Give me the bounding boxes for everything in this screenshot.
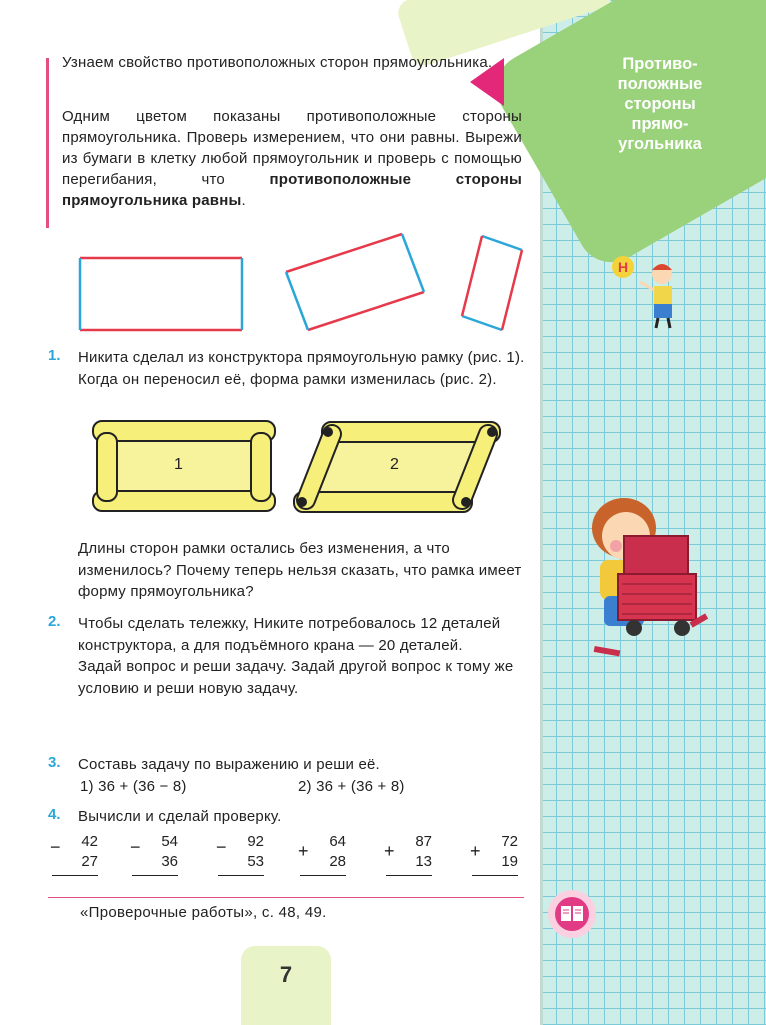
rectangle-3	[462, 236, 522, 330]
calc-sign: −	[216, 837, 227, 857]
page-number: 7	[279, 962, 293, 987]
frame-1-right-rail	[250, 432, 272, 502]
calc-item	[384, 831, 446, 879]
calc-line	[52, 875, 98, 876]
frame-1-bottom-rail	[92, 490, 276, 512]
calc-sign: +	[298, 841, 309, 861]
calc-top: 42	[81, 833, 98, 850]
calc-bottom: 13	[415, 853, 432, 870]
calc-line	[386, 875, 432, 876]
calc-top: 87	[415, 833, 432, 850]
frame-1	[92, 420, 282, 515]
calc-item	[216, 831, 278, 879]
task-4-number: 4.	[48, 806, 61, 823]
intro-marker-bar	[46, 58, 49, 228]
frames-figure	[92, 420, 502, 515]
boy-figure-icon	[630, 258, 690, 330]
calc-bottom: 19	[501, 853, 518, 870]
calc-top: 64	[329, 833, 346, 850]
rectangle-1	[80, 258, 242, 330]
calc-line	[300, 875, 346, 876]
calc-sign: +	[384, 841, 395, 861]
frame-1-label: 1	[174, 456, 183, 473]
calc-bottom: 28	[329, 853, 346, 870]
frame-1-left-rail	[96, 432, 118, 502]
frame-2-label: 2	[390, 456, 399, 473]
calc-sign: +	[470, 841, 481, 861]
intro-paragraph	[62, 106, 522, 211]
calc-bottom: 53	[247, 853, 264, 870]
calc-item	[130, 831, 192, 879]
footer-reference: «Проверочные работы», с. 48, 49.	[80, 904, 327, 921]
intro-bold: противоположные стороны прямоугольника равны	[62, 171, 523, 209]
calc-item	[298, 831, 360, 879]
topic-title: Противо- положные стороны прямо- угольника	[617, 55, 703, 153]
task-4-text: Вычисли и сделай проверку.	[78, 808, 282, 825]
calc-line	[132, 875, 178, 876]
intro-end: .	[241, 192, 246, 209]
calc-item	[470, 831, 532, 879]
expression-2: 2) 36 + (36 + 8)	[298, 778, 405, 795]
boy-with-toy-illustration	[586, 488, 716, 660]
calc-bottom: 36	[161, 853, 178, 870]
boy-mascot-small	[612, 256, 692, 331]
task-1-number: 1.	[48, 347, 61, 364]
task-2-number: 2.	[48, 613, 61, 630]
calc-line	[218, 875, 264, 876]
calc-top: 92	[247, 833, 264, 850]
intro-line1: Узнаем свойство противоположных сторон прямоугольника.	[62, 54, 493, 71]
expression-1: 1) 36 + (36 − 8)	[80, 778, 187, 795]
calc-item	[50, 831, 112, 879]
task-2-text: Чтобы сделать тележку, Никите потребовалось 12 деталей конструктора, а для подъёмного крана — 20 деталей. Задай вопрос и реши задачу. Задай другой вопрос к тому же условию и реши новую задачу.	[78, 615, 514, 697]
task-1-text: Никита сделал из конструктора прямоугольную рамку (рис. 1). Когда он переносил её, форма рамки изменилась (рис. 2).	[78, 349, 525, 388]
calc-sign: −	[50, 837, 61, 857]
intro-text: Одним цветом показаны противоположные стороны прямоугольника. Проверь измерением, что они равны. Вырежи из бумаги в клетку любой прямоугольник и проверь с помощью перегибания, что	[62, 108, 522, 188]
rectangles-figure	[70, 228, 530, 338]
calc-top: 54	[161, 833, 178, 850]
calc-sign: −	[130, 837, 141, 857]
calc-line	[472, 875, 518, 876]
frame-1-top-rail	[92, 420, 276, 442]
calc-bottom: 27	[81, 853, 98, 870]
task-3-number: 3.	[48, 754, 61, 771]
task-1-question: Длины сторон рамки остались без изменения, а что изменилось? Почему теперь нельзя сказать, что рамка имеет форму прямоугольника?	[78, 540, 522, 600]
calc-top: 72	[501, 833, 518, 850]
badge-n: Н	[612, 256, 634, 278]
open-book-icon	[560, 904, 584, 924]
task-3-text: Составь задачу по выражению и реши её.	[78, 756, 380, 773]
footer-rule	[48, 897, 524, 898]
rectangle-2	[286, 234, 424, 330]
frame-2	[292, 420, 502, 515]
book-icon[interactable]	[548, 890, 596, 938]
